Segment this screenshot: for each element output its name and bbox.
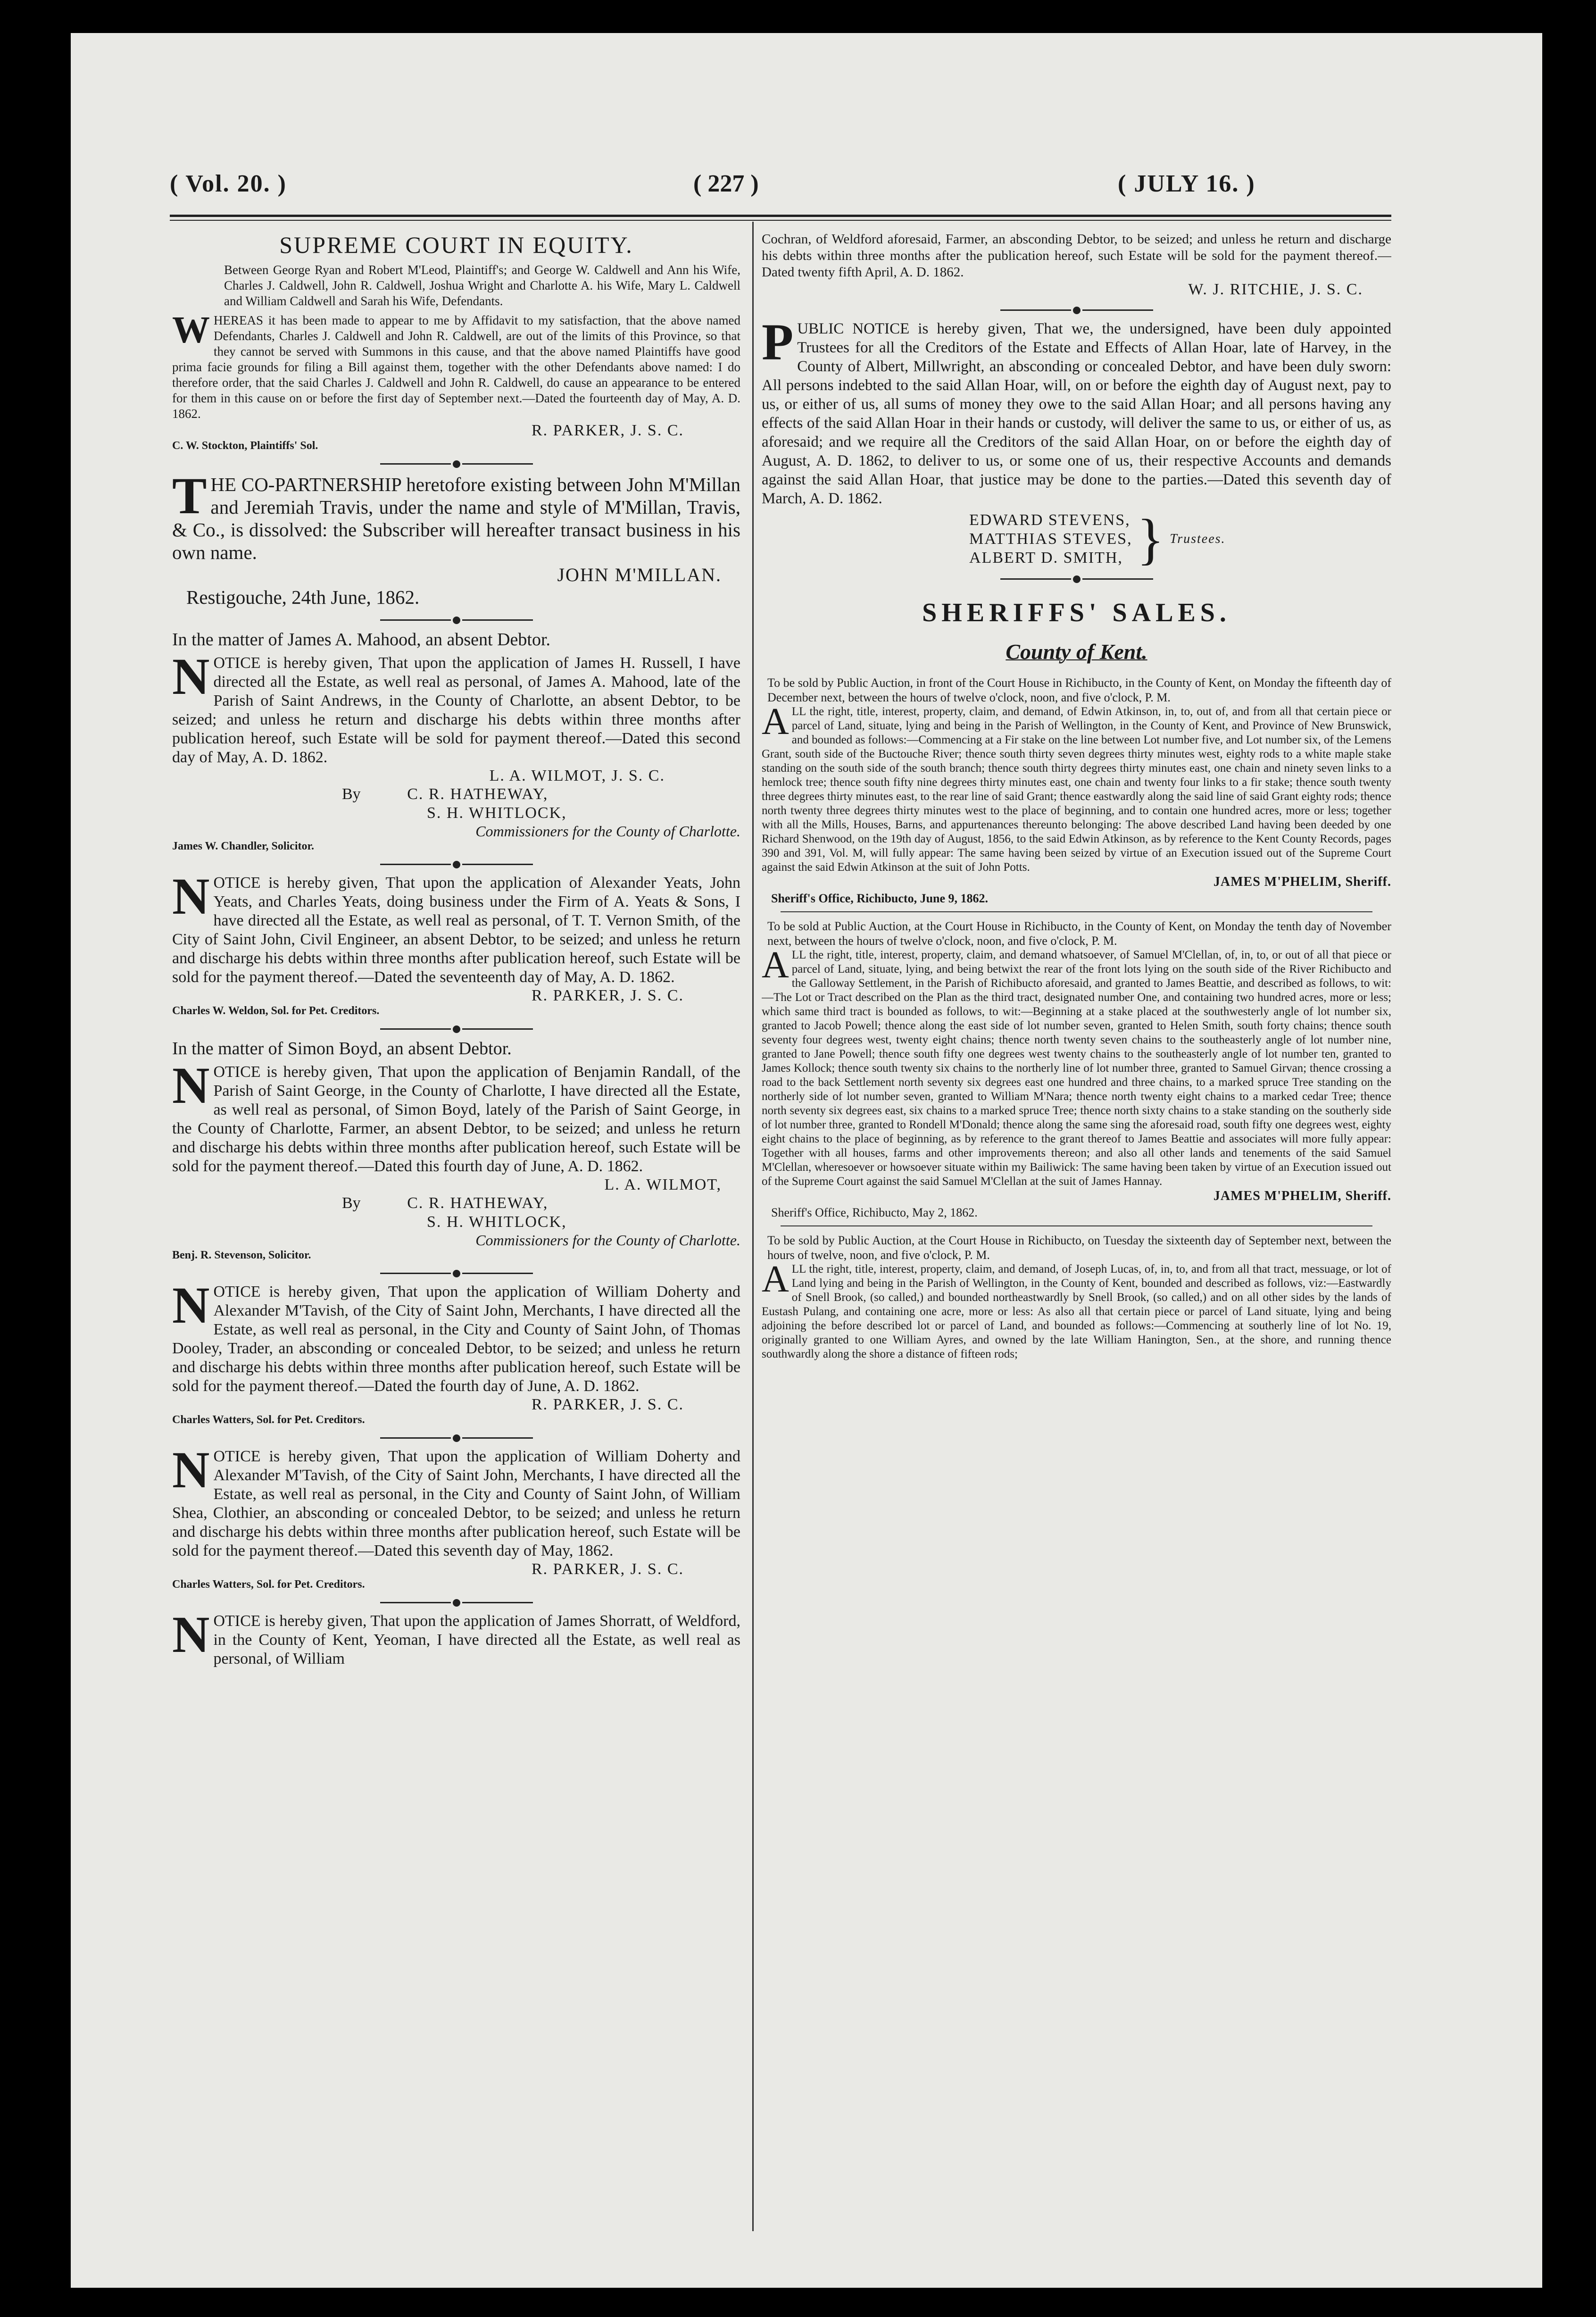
court-solicitor: C. W. Stockton, Plaintiffs' Sol. bbox=[172, 440, 318, 452]
mahood-text: OTICE is hereby given, That upon the application of James H. Russell, I have directed all the Estate, as well real as personal, of James A. Mahood, late of the Parish of Saint Andrews, in the County of Charlotte, an absent Debtor, to be seized; and unless he return and discharge his debts within three months after publication hereof, such Estate will be sold for payment thereof.—Dated this second day of May, A. D. 1862. bbox=[172, 654, 740, 766]
county-heading: County of Kent. bbox=[1006, 640, 1147, 664]
shea-solicitor: Charles Watters, Sol. for Pet. Creditors. bbox=[172, 1578, 365, 1591]
sheriff-office-date: Sheriff's Office, Richibucto, June 9, 1862. bbox=[771, 892, 989, 905]
hoar-text: UBLIC NOTICE is hereby given, That we, the undersigned, have been duly appointed Trustees for all the Creditors of the Estate and Effects of Allan Hoar, late of Harvey, in the County of Albert, Millwright, an absconding or concealed Debtor, and have been duly sworn: All persons indebted to the said Allan Hoar, will, on or before the eighth day of August next, pay to us, or either of us, all sums of money they owe to the said Allan Hoar; and all persons having any effects of the said Allan Hoar in their hands or custody, will deliver the same to us, or either of us, as aforesaid; and we require all the Creditors of the said Allan Hoar, on or before the eighth day of August, A. D. 1862, to deliver to us, or some one of us, their respective Accounts and demands against the said Allan Hoar, that justice may be done to the parties.—Dated this seventh day of March, A. D. 1862. bbox=[762, 320, 1391, 507]
by-label: By bbox=[342, 1194, 361, 1212]
boyd-matter-heading: In the matter of Simon Boyd, an absent Debtor. bbox=[172, 1039, 512, 1058]
trustee-name: MATTHIAS STEVES, bbox=[969, 530, 1132, 548]
shea-body bbox=[172, 1441, 740, 1560]
sale-intro: To be sold at Public Auction, at the Court House in Richibucto, in the County of Kent, on Monday the tenth day of November next, between the hours of twelve o'clock, noon, and five o'clock, P. M. bbox=[767, 919, 1391, 948]
drop-cap: N bbox=[172, 1057, 210, 1114]
divider-ornament bbox=[762, 304, 1391, 315]
sheriffs-sales-heading: SHERIFFS' SALES. bbox=[922, 598, 1231, 627]
mahood-by-line bbox=[172, 785, 740, 804]
shea-judge: R. PARKER, J. S. C. bbox=[531, 1560, 684, 1578]
newspaper-page bbox=[71, 33, 1542, 2288]
dooley-text: OTICE is hereby given, That upon the application of William Doherty and Alexander M'Tavish, of the City of Saint John, Merchants, I have directed all the Estate, as well real as personal, in the City and County of Saint John, of Thomas Dooley, Trader, an absconding or concealed Debtor, to be seized; and unless he return and discharge his debts within three months after publication hereof, such Estate will be sold for the payment thereof.—Dated the fourth day of June, A. D. 1862. bbox=[172, 1283, 740, 1395]
sale-body bbox=[762, 1259, 1391, 1361]
boyd-judge: L. A. WILMOT, bbox=[604, 1176, 722, 1193]
cochran-body bbox=[172, 1606, 740, 1668]
trustee-name: EDWARD STEVENS, bbox=[969, 511, 1130, 529]
issue-date: ( JULY 16. ) bbox=[1118, 170, 1255, 197]
trustee-names bbox=[969, 511, 1132, 567]
page-number: ( 227 ) bbox=[693, 170, 759, 197]
divider-ornament bbox=[172, 458, 740, 468]
divider-ornament bbox=[172, 858, 740, 869]
court-parties: Between George Ryan and Robert M'Leod, Plaintiff's; and George W. Caldwell and Ann his Wife, Charles J. Caldwell, John R. Caldwell, Joshua Wright and Charlotte A. his Wife, Mary L. Caldwell and William Caldwell and Sarah his Wife, Defendants. bbox=[224, 263, 740, 308]
yeats-text: OTICE is hereby given, That upon the application of Alexander Yeats, John Yeats, and Charles Yeats, doing business under the Firm of A. Yeats & Sons, I have directed all the Estate, as well real as personal, of T. T. Vernon Smith, of the City of Saint John, Civil Engineer, an absent Debtor, to be seized; and unless he return and discharge his debts within three months after publication hereof, such Estate will be sold for the payment thereof.—Dated the seventeenth day of May, A. D. 1862. bbox=[172, 874, 740, 986]
hoar-body bbox=[762, 313, 1391, 508]
divider-ornament bbox=[172, 1267, 740, 1278]
trustee-name: ALBERT D. SMITH, bbox=[969, 549, 1123, 567]
dooley-judge: R. PARKER, J. S. C. bbox=[531, 1396, 684, 1413]
cochran-notice bbox=[172, 1606, 740, 1668]
sale-text: LL the right, title, interest, property, claim, and demand, of Edwin Atkinson, in, to, out of, and from all that certain piece or parcel of Land, situate, lying and being in the Parish of Wellington, in the County of Kent, and Province of New Brunswick, and bounded as follows:—Commencing at a Fir stake on the line between Lot number five, and Lot number six, of the Lemens Grant, south side of the Buctouche River; thence south thirty seven degrees thirty minutes west, eighty rods to a white maple stake standing on the south side of the south branch; thence south thirty degrees thirty minutes east, one chain and ninety seven links to a hemlock tree; thence south fifty nine degrees thirty minutes east, one chain and twenty four links to a fir stake; thence south twenty three degrees thirty minutes east, to the rear line of said Grant; thence eastwardly along the said line of said Grant eighty rods; thence north twenty three degrees thirty minutes west to the place of beginning, and to contain one hundred acres, more or less; together with all the Mills, Houses, Barns, and appurtenances thereunto belonging: The above described Land having been deeded by one Richard Shenwood, on the 19th day of August, 1856, to the said Edwin Atkinson, as by reference to the Kent County Records, pages 390 and 391, Vol. M, will fully appear: The same having been seized by virtue of an Execution issued out of the Supreme Court against the said Edwin Atkinson at the suit of John Potts. bbox=[762, 705, 1391, 874]
right-column bbox=[762, 231, 1391, 2250]
dooley-solicitor: Charles Watters, Sol. for Pet. Creditors. bbox=[172, 1414, 365, 1426]
mahood-solicitor: James W. Chandler, Solicitor. bbox=[172, 840, 314, 852]
boyd-by-line bbox=[172, 1194, 740, 1213]
shea-text: OTICE is hereby given, That upon the application of William Doherty and Alexander M'Tavish, of the City of Saint John, Merchants, I have directed all the Estate, as well real as personal, in the City and County of Saint John, of William Shea, Clothier, an absconding or concealed Debtor, to be seized; and unless he return and discharge his debts within three months after publication hereof, such Estate will be sold for the payment thereof.—Dated this seventh day of May, 1862. bbox=[172, 1448, 740, 1559]
court-body bbox=[172, 309, 740, 422]
divider-ornament bbox=[172, 1597, 740, 1607]
drop-cap: N bbox=[172, 648, 210, 705]
column-divider bbox=[752, 222, 754, 2231]
court-body-text: HEREAS it has been made to appear to me by Affidavit to my satisfaction, that the above named Defendants, Charles J. Caldwell and John R. Caldwell, are out of the limits of this Province, so that they cannot be served with Summons in this cause, and that the above named Plaintiffs have good prima facie grounds for filing a Bill against them, together with the other Defendants above named: I do therefore order, that the said Charles J. Caldwell and John R. Caldwell, do cause an appearance to be entered for them in this cause on or before the first day of September next.—Dated the fourteenth day of May, A. D. 1862. bbox=[172, 313, 740, 421]
drop-cap: N bbox=[172, 1441, 210, 1499]
cochran-judge: W. J. RITCHIE, J. S. C. bbox=[1188, 281, 1363, 298]
divider-ornament bbox=[172, 614, 740, 625]
divider-rule bbox=[781, 911, 1372, 912]
drop-cap: N bbox=[172, 1276, 210, 1334]
yeats-judge: R. PARKER, J. S. C. bbox=[531, 987, 684, 1004]
sheriff-signature: JAMES M'PHELIM, Sheriff. bbox=[1213, 1189, 1391, 1203]
page-header bbox=[71, 33, 1542, 222]
drop-cap: T bbox=[172, 467, 207, 525]
sale-intro: To be sold by Public Auction, at the Court House in Richibucto, on Tuesday the sixteenth day of September next, between the hours of twelve, noon, and five o'clock, P. M. bbox=[767, 1234, 1391, 1262]
left-column bbox=[172, 231, 740, 2250]
drop-cap: N bbox=[172, 867, 210, 925]
drop-cap: P bbox=[762, 313, 794, 371]
drop-cap: W bbox=[172, 309, 210, 351]
sale-intro: To be sold by Public Auction, in front of the Court House in Richibucto, in the County of Kent, on Monday the fifteenth day of December next, between the hours of twelve o'clock, noon, and five o'clock, P. M. bbox=[767, 676, 1391, 704]
mahood-body bbox=[172, 648, 740, 767]
divider-ornament bbox=[172, 1023, 740, 1033]
yeats-body bbox=[172, 867, 740, 987]
yeats-notice bbox=[172, 867, 740, 1017]
drop-cap: A bbox=[762, 1259, 789, 1300]
brace-glyph: } bbox=[1137, 508, 1165, 570]
sale-mcclellan bbox=[762, 919, 1391, 1220]
mahood-notice bbox=[172, 629, 740, 853]
sheriff-office-date: Sheriff's Office, Richibucto, May 2, 1862. bbox=[771, 1206, 978, 1219]
hoar-trustees-notice bbox=[762, 313, 1391, 570]
sale-text: LL the right, title, interest, property, claim, and demand, of Joseph Lucas, of, in, to, and from all that tract, messuage, or lot of Land lying and being in the Parish of Wellington, in the County of Kent, bounded and described as follows, viz:—Eastwardly of Snell Brook, (so called,) and bounded northeastwardly by Snell Brook, (so called,) and on all other sides by the lands of Eustash Pulang, and containing one acre, more or less: As also all that certain piece or parcel of Land situate, lying and being adjoining the before described lot or parcel of Land, and bounded as follows:—Commencing at southerly line of lot No. 19, originally granted to one William Ayres, and owned by the late William Hanington, Sen., at the shore, and running thence southwardly along the shore a distance of fifteen rods; bbox=[762, 1263, 1391, 1360]
copartnership-signer: JOHN M'MILLAN. bbox=[557, 564, 722, 585]
trustees-signatures bbox=[762, 508, 1391, 570]
commissioner-2: S. H. WHITLOCK, bbox=[427, 804, 567, 822]
cochran-text: OTICE is hereby given, That upon the application of James Shorratt, of Weldford, in the County of Kent, Yeoman, I have directed all the Estate, as well real as personal, of William bbox=[213, 1612, 740, 1667]
dooley-notice bbox=[172, 1276, 740, 1426]
boyd-text: OTICE is hereby given, That upon the application of Benjamin Randall, of the Parish of Saint George, in the County of Charlotte, I have directed all the Estate, as well real as personal, of Simon Boyd, lately of the Parish of Saint George, in the County of Charlotte, Farmer, an absent Debtor, to be seized; and unless he return and discharge his debts within three months after publication hereof, such Estate will be sold for the payment thereof.—Dated this fourth day of June, A. D. 1862. bbox=[172, 1063, 740, 1175]
boyd-body bbox=[172, 1057, 740, 1176]
commissioners-label: Commissioners for the County of Charlotte. bbox=[475, 1232, 740, 1249]
divider-ornament bbox=[762, 573, 1391, 583]
sale-lucas bbox=[762, 1233, 1391, 1361]
sale-body bbox=[762, 944, 1391, 1189]
drop-cap: N bbox=[172, 1606, 210, 1663]
divider-rule bbox=[781, 1225, 1372, 1226]
court-judge-signature: R. PARKER, J. S. C. bbox=[531, 422, 684, 439]
copartnership-body bbox=[172, 467, 740, 564]
cochran-continued-text: Cochran, of Weldford aforesaid, Farmer, an absconding Debtor, to be seized; and unless he return and discharge his debts within three months after the publication hereof, such Estate will be sold for the payment thereof.—Dated twenty fifth April, A. D. 1862. bbox=[762, 232, 1391, 280]
cochran-notice-continued bbox=[762, 231, 1391, 299]
sheriff-signature: JAMES M'PHELIM, Sheriff. bbox=[1213, 875, 1391, 889]
volume-label: ( Vol. 20. ) bbox=[170, 170, 287, 197]
commissioner-2: S. H. WHITLOCK, bbox=[427, 1213, 567, 1231]
header-rule bbox=[170, 215, 1391, 221]
shea-notice bbox=[172, 1441, 740, 1591]
boyd-solicitor: Benj. R. Stevenson, Solicitor. bbox=[172, 1249, 311, 1261]
drop-cap: A bbox=[762, 701, 789, 742]
yeats-solicitor: Charles W. Weldon, Sol. for Pet. Creditors. bbox=[172, 1005, 380, 1017]
copartnership-place-date: Restigouche, 24th June, 1862. bbox=[186, 586, 420, 608]
drop-cap: A bbox=[762, 944, 789, 986]
dooley-body bbox=[172, 1276, 740, 1396]
sale-atkinson bbox=[762, 675, 1391, 906]
sale-text: LL the right, title, interest, property, claim, and demand whatsoever, of Samuel M'Clellan, of, in, to, or out of all that piece or parcel of Land, situate, lying, and being betwixt the rear of the front lots lying on the south side of the River Richibucto and the Galloway Settlement, in the Parish of Richibucto aforesaid, and granted to James Beattie, and described as follows, to wit:—The Lot or Tract described on the Plan as the third tract, designated number One, and containing two hundred acres, more or less; which same third tract is bounded as follows, to wit:—Beginning at a stake placed at the southwesterly angle of lot number six, granted to Jacob Powell; thence along the east side of lot number seven, granted to Helen Smith, south forty chains; thence south seventy four degrees west, twenty eight chains; thence north twenty seven chains to the southeasterly angle of lot number nine, granted to Jane Powell; thence south fifty one degrees west twenty chains to the southeasterly angle of lot number ten, granted to James Kollock; thence south twenty six chains to the northerly line of lot number three, granted to Samuel Girvan; thence crossing a road to the back Settlement north seventy six degrees east one hundred and three chains, to a marked spruce Tree standing on the northerly side of lot number seven, granted to William M'Nara; thence north twenty eight chains to a marked cedar Tree; thence north seventy six degrees east, six chains to a marked spruce Tree; thence north sixty chains to a stake standing on the southerly side of lot number three, granted to Rondell M'Donald; thence along the same sing the aforesaid road, south fifty one degrees west, eighty eight chains to the place of beginning, as by reference to the grant thereof to James Beattie and associates will more fully appear: Together with all houses, farms and other improvements thereon; and also all other lands and tenements of the said Samuel M'Clellan, wheresoever or howsoever situate within my Bailiwick: The same having been taken by virtue of an Execution issued out of the Supreme Court against the said Samuel M'Clellan at the suit of James Hannay. bbox=[762, 949, 1391, 1188]
commissioner-1: C. R. HATHEWAY, bbox=[407, 785, 549, 803]
copartnership-text: HE CO-PARTNERSHIP heretofore existing between John M'Millan and Jeremiah Travis, under the name and style of M'Millan, Travis, & Co., is dissolved: the Subscriber will hereafter transact business in his own name. bbox=[172, 474, 740, 563]
sale-body bbox=[762, 701, 1391, 875]
commissioners-label: Commissioners for the County of Charlotte. bbox=[475, 823, 740, 840]
trustees-label: Trustees. bbox=[1170, 532, 1226, 546]
mahood-judge: L. A. WILMOT, J. S. C. bbox=[489, 767, 665, 784]
court-title: SUPREME COURT IN EQUITY. bbox=[279, 232, 633, 258]
mahood-matter-heading: In the matter of James A. Mahood, an absent Debtor. bbox=[172, 630, 551, 650]
commissioner-1: C. R. HATHEWAY, bbox=[407, 1194, 549, 1212]
copartnership-notice bbox=[172, 467, 740, 608]
boyd-notice bbox=[172, 1038, 740, 1262]
by-label: By bbox=[342, 785, 361, 803]
supreme-court-notice bbox=[172, 231, 740, 452]
divider-ornament bbox=[172, 1432, 740, 1442]
